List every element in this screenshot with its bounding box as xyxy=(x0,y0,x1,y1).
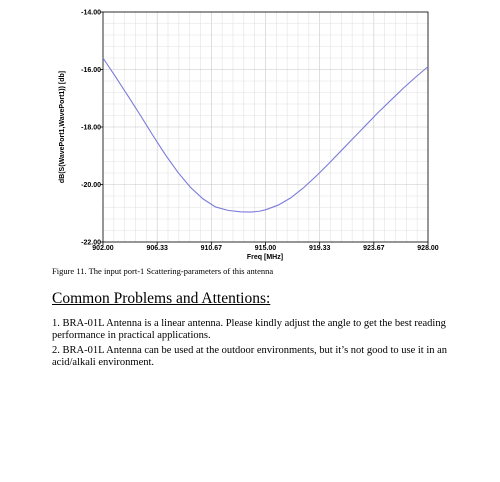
paragraph-1: 1. BRA-01L Antenna is a linear antenna. Please kindly adjust the angle to get the best reading performance in practical applications. xyxy=(52,318,446,341)
x-tick-label: 902.00 xyxy=(92,245,114,252)
y-tick-label: -20.00 xyxy=(81,182,101,189)
x-tick-label: 928.00 xyxy=(417,245,439,252)
x-tick-label: 915.00 xyxy=(254,245,277,252)
y-tick-label: -22.00 xyxy=(81,239,101,247)
paragraph-2: 2. BRA-01L Antenna can be used at the outdoor environments, but it’s not good to use it in an acid/alkali environment. xyxy=(52,345,448,368)
y-tick-label: -16.00 xyxy=(81,67,101,74)
x-axis-label: Freq [MHz] xyxy=(246,254,284,261)
x-tick-label: 906.33 xyxy=(146,245,168,252)
x-tick-label: 919.33 xyxy=(308,245,331,252)
x-tick-label: 910.67 xyxy=(200,245,223,252)
section-heading: Common Problems and Attentions: xyxy=(52,290,271,307)
y-tick-label: -14.00 xyxy=(81,9,101,17)
y-tick-label: -18.00 xyxy=(81,124,101,132)
x-tick-label: 923.67 xyxy=(363,245,385,252)
figure-caption: Figure 11. The input port-1 Scattering-parameters of this antenna xyxy=(52,266,274,276)
y-axis-label: dB(S(WavePort1,WavePort1)) [db] xyxy=(59,70,66,184)
grid xyxy=(103,12,428,242)
